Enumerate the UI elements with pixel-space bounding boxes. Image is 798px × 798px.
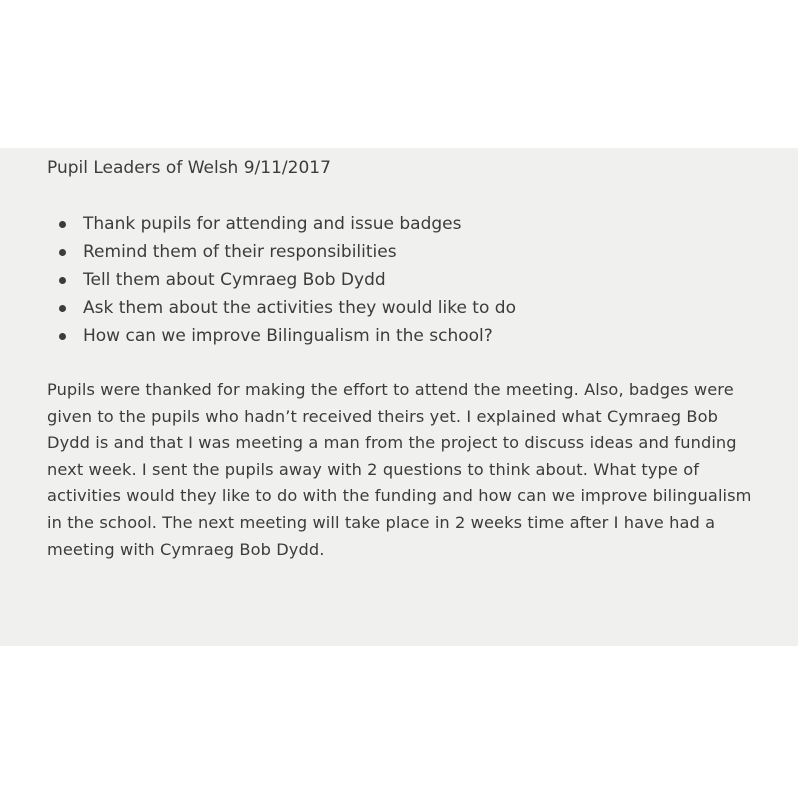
agenda-item-text: Thank pupils for attending and issue badges	[83, 214, 462, 234]
agenda-item	[47, 210, 516, 238]
agenda-item	[47, 294, 516, 322]
agenda-list	[47, 210, 516, 350]
meeting-summary: Pupils were thanked for making the effort to attend the meeting. Also, badges were given to the pupils who hadn’t received theirs yet. I explained what Cymraeg Bob Dydd is and that I was meeting a man from the project to discuss ideas and funding next week. I sent the pupils away with 2 questions to think about. What type of activities would they like to do with the funding and how can we improve bilingualism in the school. The next meeting will take place in 2 weeks time after I have had a meeting with Cymraeg Bob Dydd.	[47, 380, 752, 559]
agenda-item	[47, 266, 516, 294]
agenda-item	[47, 322, 516, 350]
agenda-item	[47, 238, 516, 266]
note-title: Pupil Leaders of Welsh 9/11/2017	[47, 158, 331, 178]
bullet-icon	[59, 221, 66, 228]
bullet-icon	[59, 249, 66, 256]
bullet-icon	[59, 305, 66, 312]
agenda-item-text: Ask them about the activities they would like to do	[83, 298, 516, 318]
agenda-item-text: Tell them about Cymraeg Bob Dydd	[83, 270, 386, 290]
agenda-item-text: How can we improve Bilingualism in the school?	[83, 326, 493, 346]
bullet-icon	[59, 333, 66, 340]
bullet-icon	[59, 277, 66, 284]
agenda-item-text: Remind them of their responsibilities	[83, 242, 397, 262]
note-card	[0, 148, 798, 646]
